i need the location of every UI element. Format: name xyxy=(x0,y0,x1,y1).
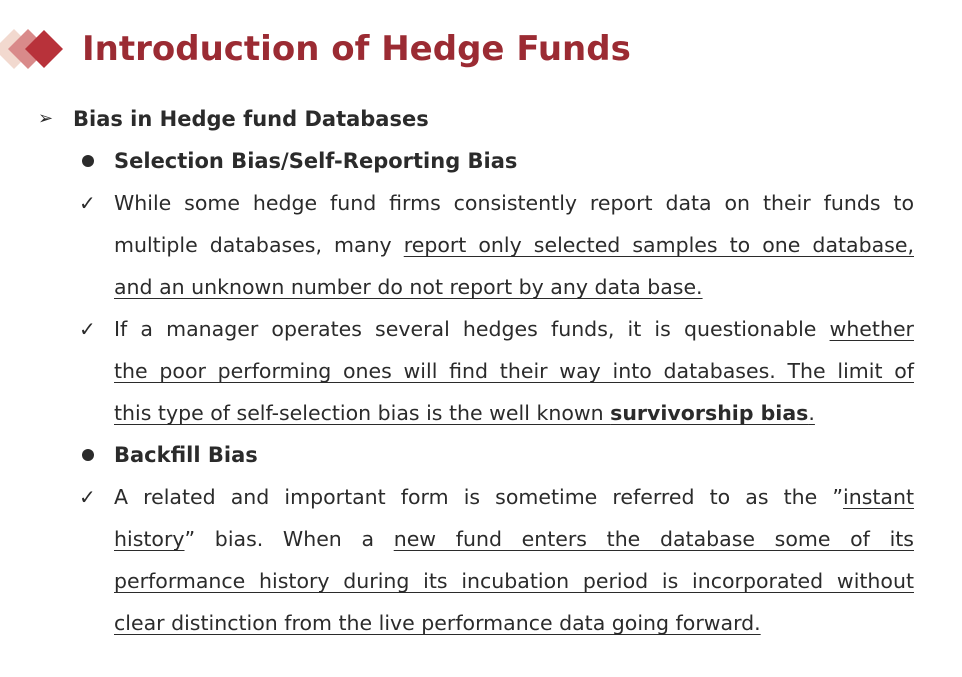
point-2-line-2 xyxy=(114,356,914,386)
point-1-line-2-underlined: report only selected samples to one database, xyxy=(403,233,914,257)
point-1-line-3-underlined: and an unknown number do not report by any data base. xyxy=(114,275,703,299)
point-3-line-1-underlined: instant xyxy=(843,485,914,509)
dot-bullet-icon xyxy=(82,449,94,461)
point-3-line-3 xyxy=(114,566,914,596)
subsection-heading-selection-bias: Selection Bias/Self-Reporting Bias xyxy=(114,149,518,173)
diamond-stack-icon xyxy=(0,24,70,74)
point-3-line-4-underlined: clear distinction from the live performance data going forward. xyxy=(114,611,761,635)
point-2-line-1-underlined: whether xyxy=(829,317,914,341)
point-2-line-2-underlined: the poor performing ones will find their way into databases. The limit of xyxy=(114,359,914,383)
survivorship-bias-term: survivorship bias xyxy=(610,401,809,425)
subsection-heading-backfill-bias: Backfill Bias xyxy=(114,443,258,467)
checkmark-icon: ✓ xyxy=(79,317,96,341)
section-heading: Bias in Hedge fund Databases xyxy=(73,107,429,131)
point-1-line-2-text: multiple databases, many xyxy=(114,233,404,257)
point-3-line-1-text: A related and important form is sometime referred to as the ” xyxy=(114,485,843,509)
point-3-line-2-text: ” bias. When a xyxy=(184,527,394,551)
point-1-line-3 xyxy=(114,272,914,302)
point-3-line-1 xyxy=(114,482,914,512)
point-2-line-1-text: If a manager operates several hedges funds, it is questionable xyxy=(114,317,830,341)
arrow-bullet-icon: ➢ xyxy=(38,108,54,129)
checkmark-icon: ✓ xyxy=(79,191,96,215)
point-3-line-2 xyxy=(114,524,914,554)
point-3-line-2-underlined-b: new fund enters the database some of its xyxy=(393,527,914,551)
dot-bullet-icon xyxy=(82,155,94,167)
point-3-line-3-underlined: performance history during its incubation period is incorporated without xyxy=(114,569,914,593)
point-1-line-1: While some hedge fund firms consistently report data on their funds to xyxy=(114,191,914,215)
point-3-line-2-underlined-a: history xyxy=(114,527,185,551)
point-3-line-4 xyxy=(114,608,914,638)
page-title: Introduction of Hedge Funds xyxy=(82,29,631,69)
point-2-line-3-end: . xyxy=(808,401,815,425)
checkmark-icon: ✓ xyxy=(79,485,96,509)
point-2-line-3-underlined: this type of self-selection bias is the well known xyxy=(114,401,611,425)
point-1-line-2 xyxy=(114,230,914,260)
point-2-line-1 xyxy=(114,314,914,344)
point-2-line-3 xyxy=(114,398,914,428)
